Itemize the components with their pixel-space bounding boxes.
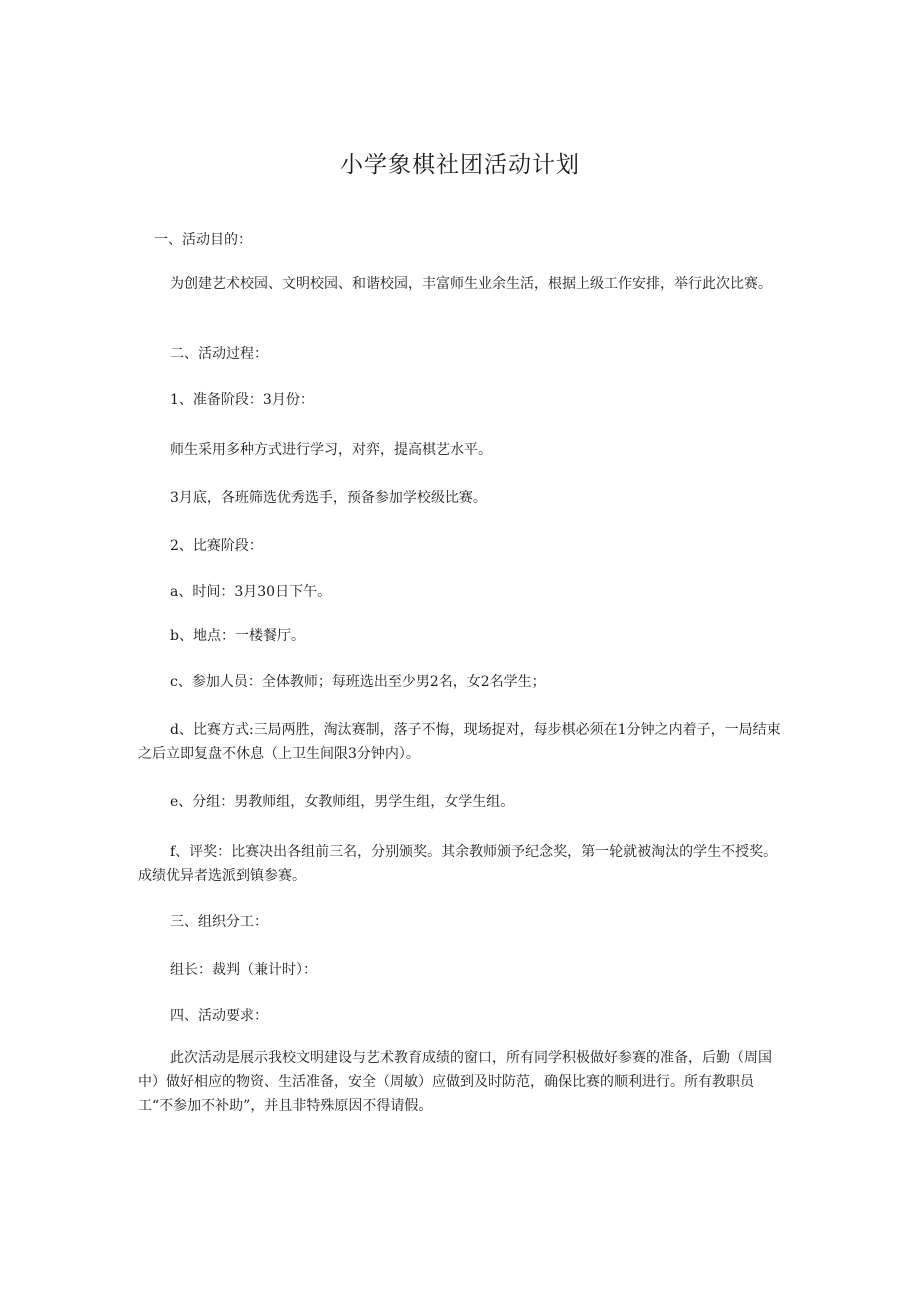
- subheading-competition: 2、比赛阶段：: [170, 538, 263, 554]
- paragraph-preparation-selection: 3月底，各班筛选优秀选手，预备参加学校级比赛。: [170, 490, 487, 506]
- list-item-format: d、比赛方式:三局两胜，淘汰赛制，落子不悔，现场捉对，每步棋必须在1分钟之内着子，一局结束之后立即复盘不休息（上卫生间限3分钟内）。: [138, 722, 781, 762]
- section-heading-organization: 三、组织分工：: [170, 914, 268, 930]
- document-title: 小学象棋社团活动计划: [340, 152, 580, 178]
- section-heading-process: 二、活动过程：: [170, 346, 268, 362]
- paragraph-organization: 组长：裁判（兼计时）：: [170, 962, 317, 978]
- paragraph-preparation-study: 师生采用多种方式进行学习，对弈，提高棋艺水平。: [170, 442, 492, 458]
- paragraph-purpose: 为创建艺术校园、文明校园、和谐校园，丰富师生业余生活，根据上级工作安排，举行此次比赛。: [170, 276, 772, 292]
- list-item-time: a、时间：3月30日下午。: [170, 584, 332, 600]
- list-item-groups: e、分组：男教师组，女教师组，男学生组，女学生组。: [170, 794, 515, 810]
- section-heading-purpose: 一、活动目的：: [154, 232, 252, 248]
- list-item-participants: c、参加人员：全体教师；每班选出至少男2名，女2名学生；: [170, 674, 546, 690]
- list-item-location: b、地点：一楼餐厅。: [170, 628, 305, 644]
- section-heading-requirements: 四、活动要求：: [170, 1008, 268, 1024]
- list-item-awards: f、评奖：比赛决出各组前三名，分别颁奖。其余教师颁予纪念奖，第一轮就被淘汰的学生不授奖。成绩优异者选派到镇参赛。: [138, 844, 778, 884]
- subheading-preparation: 1、准备阶段：3月份：: [170, 392, 314, 408]
- paragraph-requirements: 此次活动是展示我校文明建设与艺术教育成绩的窗口，所有同学积极做好参赛的准备，后勤（周国中）做好相应的物资、生活准备，安全（周敏）应做到及时防范，确保比赛的顺利进行。所有教职员工“不参加不补助”，并且非特殊原因不得请假。: [138, 1050, 772, 1114]
